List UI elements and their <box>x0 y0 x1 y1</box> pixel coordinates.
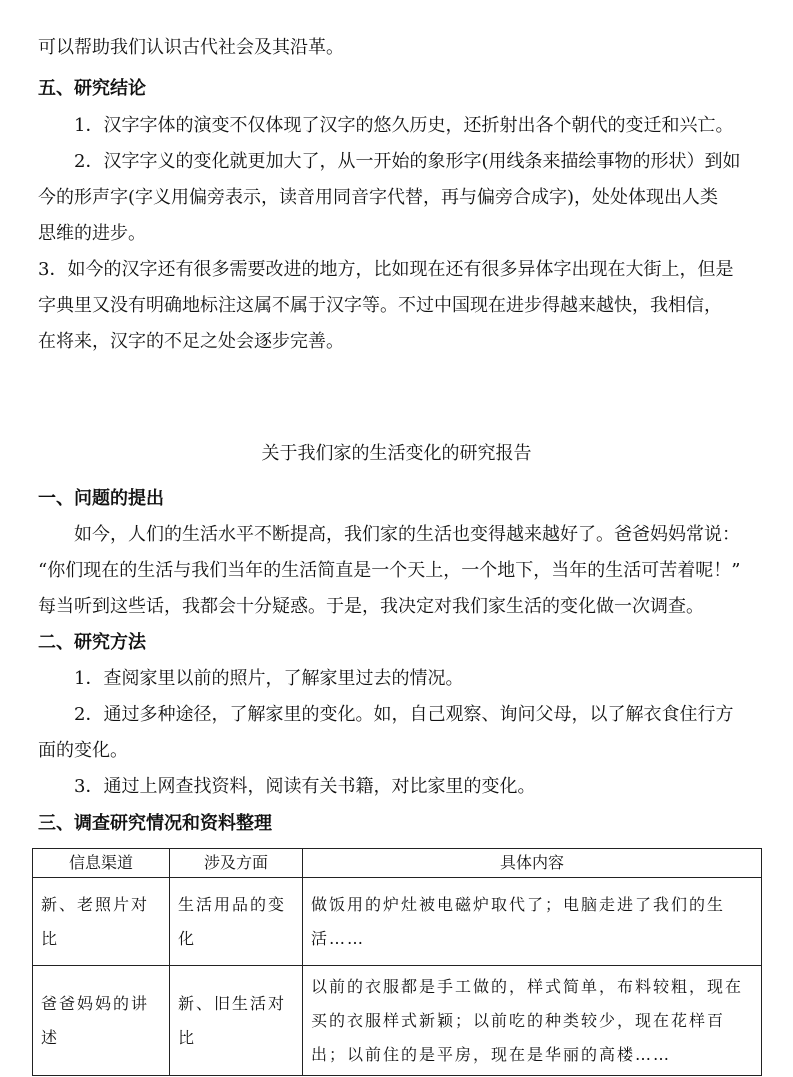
research-table <box>32 848 762 1076</box>
section-2-heading: 二、研究方法 <box>38 632 146 653</box>
table-row <box>33 966 762 1076</box>
conclusion-item-2-line-2: 今的形声字(字义用偏旁表示，读音用同音字代替，再与偏旁合成字)，处处体现出人类 <box>38 187 719 208</box>
section-1-line-2: “你们现在的生活与我们当年的生活简直是一个天上，一个地下，当年的生活可苦着呢！” <box>38 560 741 581</box>
section-1-heading: 一、问题的提出 <box>38 488 164 509</box>
table-cell <box>33 966 170 1076</box>
table-cell <box>170 966 303 1076</box>
table-cell <box>303 966 762 1076</box>
table-cell <box>170 878 303 966</box>
method-item-2-line-2: 面的变化。 <box>38 740 128 761</box>
conclusion-item-3-line-2: 字典里又没有明确地标注这属不属于汉字等。不过中国现在进步得越来越快，我相信， <box>38 295 722 316</box>
table-cell-text: 新、老照片对比 <box>41 894 150 948</box>
table-cell-text: 以前的衣服都是手工做的，样式简单，布料较粗，现在买的衣服样式新颖；以前吃的种类较少，现在花样百出；以前住的是平房，现在是华丽的高楼…… <box>311 976 744 1064</box>
report-title: 关于我们家的生活变化的研究报告 <box>261 443 532 464</box>
table-row <box>33 878 762 966</box>
intro-line: 可以帮助我们认识古代社会及其沿革。 <box>38 37 344 58</box>
conclusion-item-3-line-3: 在将来，汉字的不足之处会逐步完善。 <box>38 331 344 352</box>
table-cell-text: 新、旧生活对比 <box>178 993 287 1047</box>
table-header-row <box>33 849 762 878</box>
method-item-1: 1．查阅家里以前的照片，了解家里过去的情况。 <box>74 668 464 689</box>
table-header-cell: 具体内容 <box>303 849 762 878</box>
table-header-cell: 涉及方面 <box>170 849 303 878</box>
table-cell <box>33 878 170 966</box>
conclusion-heading: 五、研究结论 <box>38 78 146 99</box>
method-item-3: 3．通过上网查找资料，阅读有关书籍，对比家里的变化。 <box>74 776 536 797</box>
table-cell-text: 生活用品的变化 <box>178 894 287 948</box>
conclusion-item-2-line-3: 思维的进步。 <box>38 223 146 244</box>
conclusion-item-1: 1．汉字字体的演变不仅体现了汉字的悠久历史，还折射出各个朝代的变迁和兴亡。 <box>74 115 734 136</box>
method-item-2-line-1: 2．通过多种途径，了解家里的变化。如，自己观察、询问父母，以了解衣食住行方 <box>74 704 734 725</box>
conclusion-item-3-line-1: 3．如今的汉字还有很多需要改进的地方，比如现在还有很多异体字出现在大街上，但是 <box>38 259 734 280</box>
table-cell-text: 做饭用的炉灶被电磁炉取代了；电脑走进了我们的生活…… <box>311 894 726 948</box>
table-header-cell: 信息渠道 <box>33 849 170 878</box>
section-1-line-3: 每当听到这些话，我都会十分疑惑。于是，我决定对我们家生活的变化做一次调查。 <box>38 596 704 617</box>
section-1-line-1: 如今，人们的生活水平不断提高，我们家的生活也变得越来越好了。爸爸妈妈常说： <box>74 524 740 545</box>
table-cell <box>303 878 762 966</box>
table-cell-text: 爸爸妈妈的讲述 <box>41 993 150 1047</box>
conclusion-item-2-line-1: 2．汉字字义的变化就更加大了，从一开始的象形字(用线条来描绘事物的形状）到如 <box>74 151 741 172</box>
section-3-heading: 三、调查研究情况和资料整理 <box>38 813 272 834</box>
